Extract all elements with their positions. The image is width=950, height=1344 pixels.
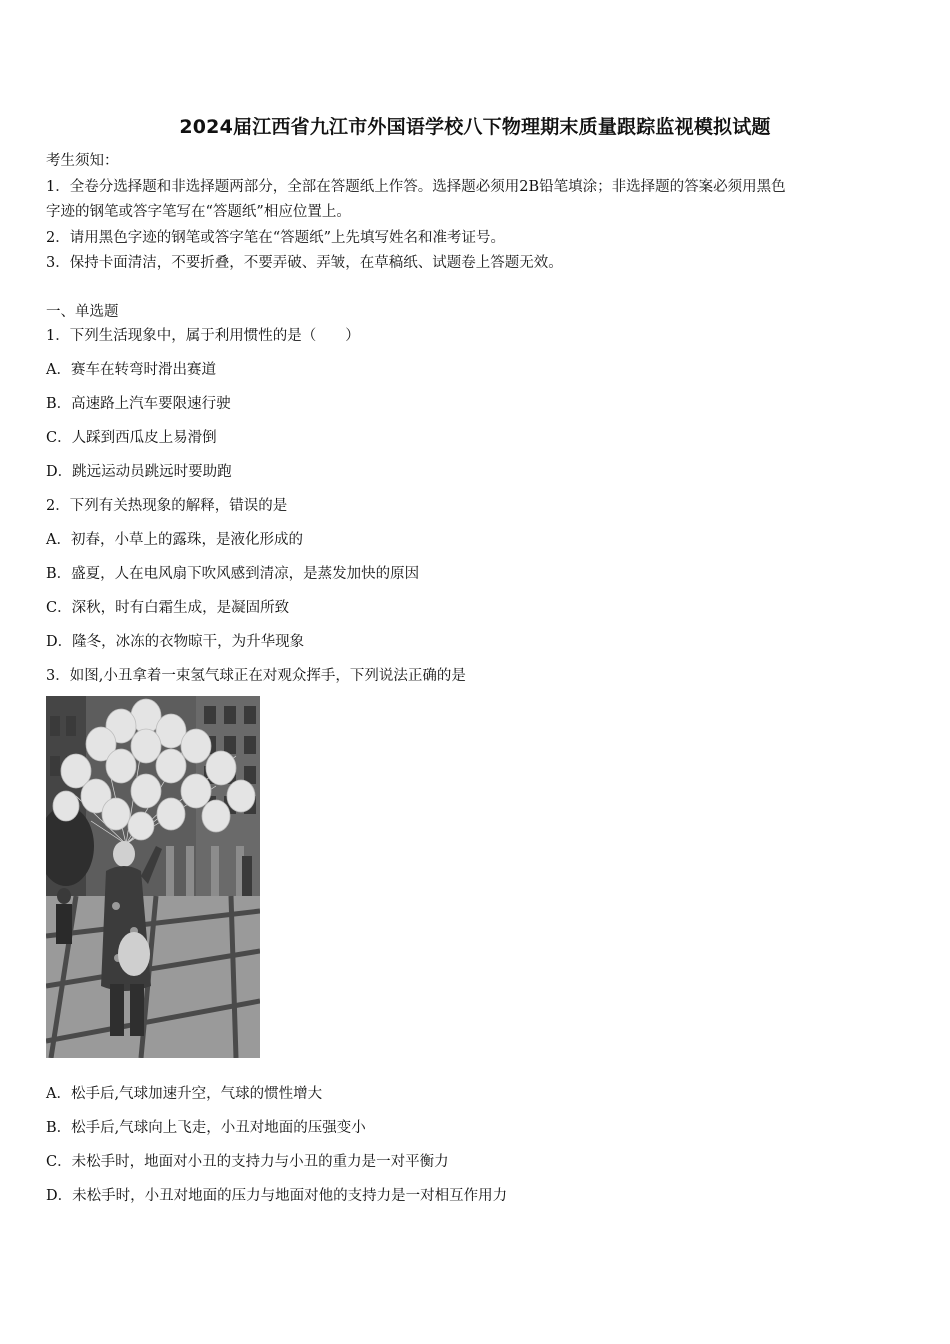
question-2-stem: 2．下列有关热现象的解释，错误的是 xyxy=(46,498,288,514)
question-1-option-d: D．跳远运动员跳远时要助跑 xyxy=(46,464,232,480)
question-1-stem: 1．下列生活现象中，属于利用惯性的是（ ） xyxy=(46,328,360,344)
notice-item-1: 1．全卷分选择题和非选择题两部分，全部在答题纸上作答。选择题必须用2B铅笔填涂；非选择题的答案必须用黑色 xyxy=(46,179,786,195)
question-3-option-d: D．未松手时，小丑对地面的压力与地面对他的支持力是一对相互作用力 xyxy=(46,1188,508,1204)
question-3-option-a: A．松手后,气球加速升空，气球的惯性增大 xyxy=(46,1086,323,1102)
question-2-option-d: D．隆冬，冰冻的衣物晾干，为升华现象 xyxy=(46,634,305,650)
notice-item-1-cont: 字迹的钢笔或答字笔写在“答题纸”相应位置上。 xyxy=(46,204,351,220)
notice-item-2: 2．请用黑色字迹的钢笔或答字笔在“答题纸”上先填写姓名和准考证号。 xyxy=(46,230,506,246)
question-2-option-a: A．初春，小草上的露珠，是液化形成的 xyxy=(46,532,303,548)
question-3-option-c: C．未松手时，地面对小丑的支持力与小丑的重力是一对平衡力 xyxy=(46,1154,449,1170)
question-3-stem: 3．如图,小丑拿着一束氢气球正在对观众挥手，下列说法正确的是 xyxy=(46,668,466,684)
question-1-option-a: A．赛车在转弯时滑出赛道 xyxy=(46,362,216,378)
page-title: 2024届江西省九江市外国语学校八下物理期末质量跟踪监视模拟试题 xyxy=(179,116,771,138)
question-2-option-b: B．盛夏，人在电风扇下吹风感到清凉，是蒸发加快的原因 xyxy=(46,566,420,582)
question-3-option-b: B．松手后,气球向上飞走，小丑对地面的压强变小 xyxy=(46,1120,366,1136)
section-heading: 一、单选题 xyxy=(46,304,119,320)
clown-with-balloons-photo xyxy=(46,696,260,1058)
notice-item-3: 3．保持卡面清洁，不要折叠，不要弄破、弄皱，在草稿纸、试题卷上答题无效。 xyxy=(46,255,563,271)
question-2-option-c: C．深秋，时有白霜生成，是凝固所致 xyxy=(46,600,290,616)
notice-heading: 考生须知： xyxy=(46,153,119,169)
question-1-option-c: C．人踩到西瓜皮上易滑倒 xyxy=(46,430,217,446)
question-1-option-b: B．高速路上汽车要限速行驶 xyxy=(46,396,231,412)
